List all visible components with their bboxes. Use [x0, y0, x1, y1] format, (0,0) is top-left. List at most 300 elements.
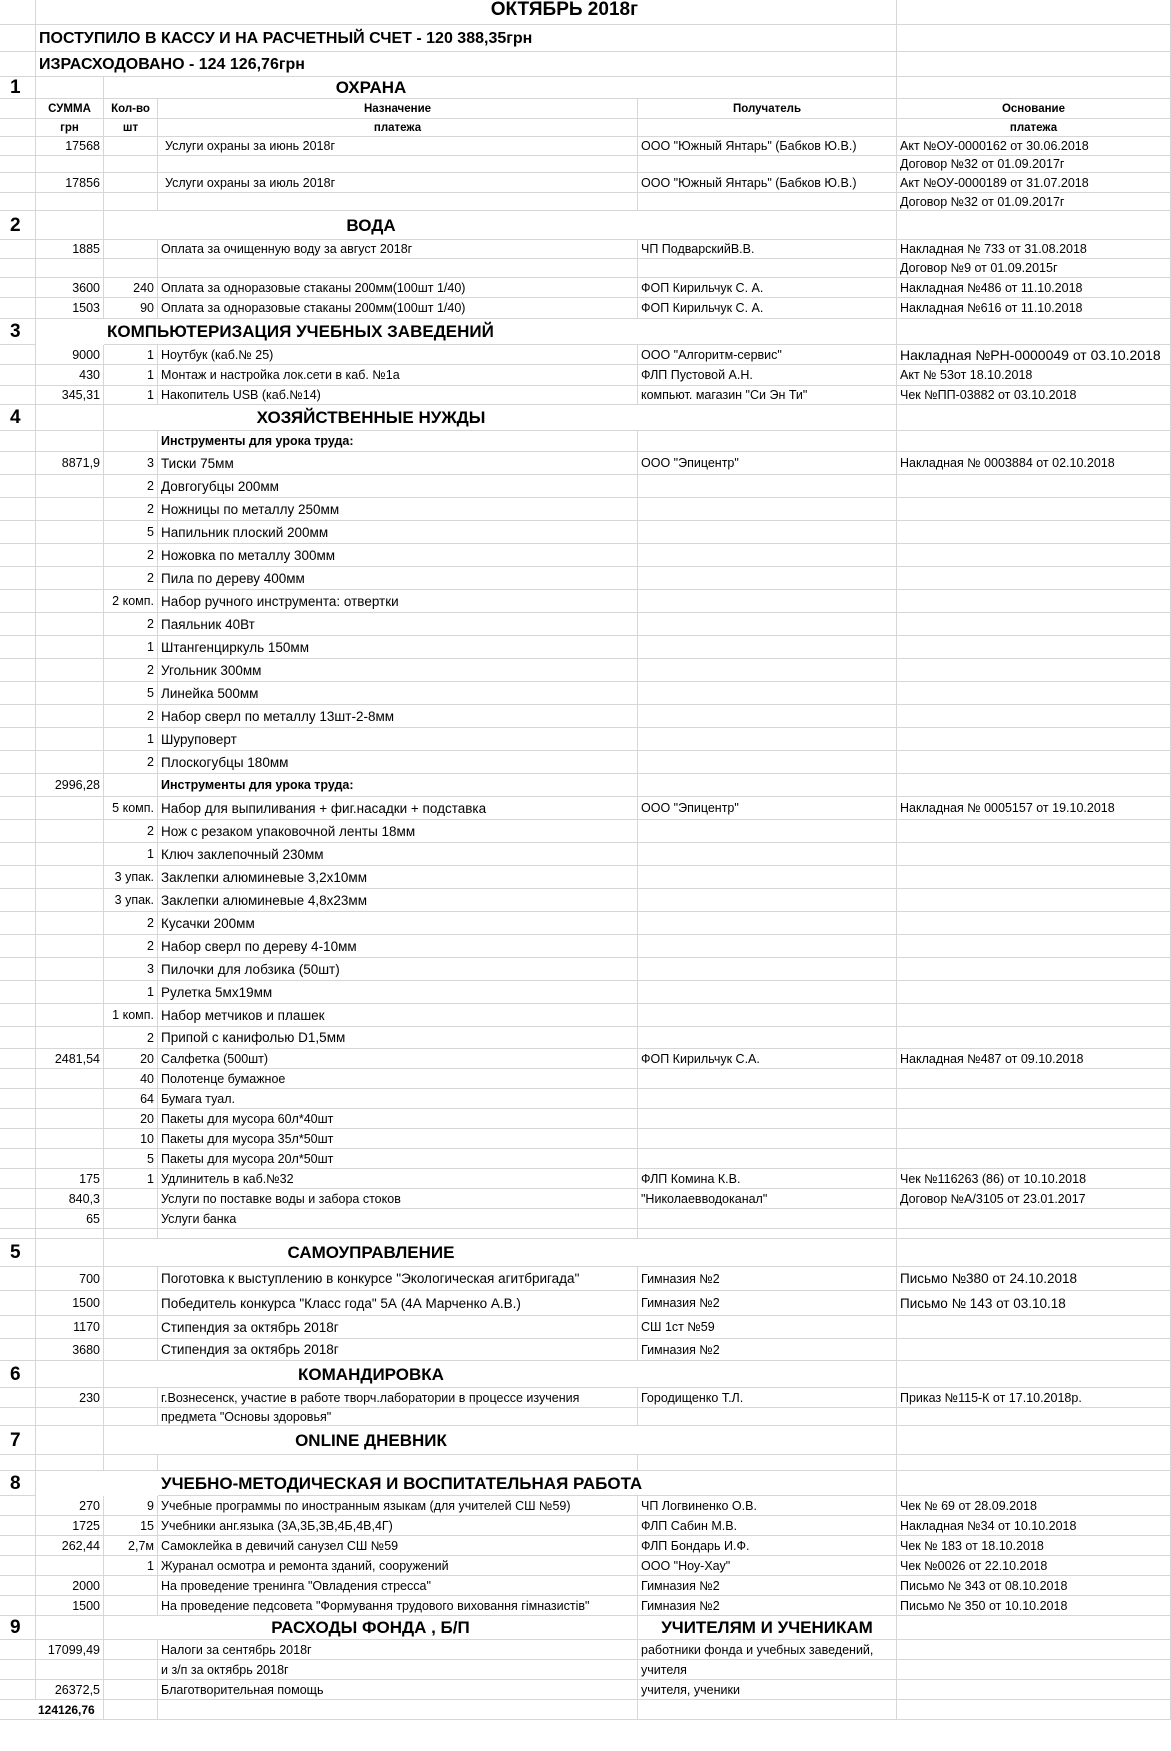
section-title: ONLINE ДНЕВНИК [104, 1426, 638, 1455]
purpose-cell: Накопитель USB (каб.№14) [158, 386, 638, 405]
sum-cell: 1725 [36, 1516, 104, 1536]
qty-cell: 9 [104, 1496, 158, 1516]
table-row [0, 1596, 1171, 1616]
qty-cell: 1 [104, 636, 158, 659]
empty-cell [0, 1536, 36, 1556]
empty-cell [0, 1496, 36, 1516]
table-row [0, 193, 1171, 211]
basis-cell [897, 475, 1171, 498]
purpose-cell: Услуги банка [158, 1209, 638, 1229]
empty-cell [0, 1129, 36, 1149]
qty-cell: 2 [104, 912, 158, 935]
basis-cell: Накладная №616 от 11.10.2018 [897, 298, 1171, 319]
recipient-cell [638, 1069, 897, 1089]
empty-cell [638, 211, 897, 240]
basis-cell: Письмо № 143 от 03.10.18 [897, 1291, 1171, 1316]
recipient-cell [638, 659, 897, 682]
empty-cell [0, 298, 36, 319]
table-row [0, 240, 1171, 259]
sum-cell: 65 [36, 1209, 104, 1229]
sum-cell [36, 613, 104, 636]
basis-cell: Накладная № 733 от 31.08.2018 [897, 240, 1171, 259]
basis-cell: Акт №ОУ-0000162 от 30.06.2018 [897, 137, 1171, 156]
sum-cell: 700 [36, 1267, 104, 1291]
empty-cell [638, 1700, 897, 1720]
purpose-cell: Паяльник 40Вт [158, 613, 638, 636]
sum-cell [36, 544, 104, 567]
table-row [0, 636, 1171, 659]
basis-cell: Чек №0026 от 22.10.2018 [897, 1556, 1171, 1576]
purpose-cell: Кусачки 200мм [158, 912, 638, 935]
purpose-cell: Пакеты для мусора 35л*50шт [158, 1129, 638, 1149]
sum-cell [36, 259, 104, 278]
table-row [0, 659, 1171, 682]
table-row [0, 1536, 1171, 1556]
sum-cell: 1885 [36, 240, 104, 259]
section-number: 7 [0, 1426, 36, 1455]
qty-cell: 1 [104, 728, 158, 751]
sum-header: СУММА [36, 99, 104, 119]
empty-cell [0, 1069, 36, 1089]
empty-cell [0, 1660, 36, 1680]
section-row [0, 1426, 1171, 1455]
basis-header: Основание [897, 99, 1171, 119]
basis-cell [897, 1640, 1171, 1660]
section-row [0, 1361, 1171, 1388]
recipient-cell [638, 521, 897, 544]
purpose-cell: На проведение тренинга "Овладения стресса" [158, 1576, 638, 1596]
empty-cell [0, 1109, 36, 1129]
qty-cell: 1 комп. [104, 1004, 158, 1027]
sum-cell [36, 475, 104, 498]
section-row [0, 405, 1171, 431]
empty-cell [0, 1089, 36, 1109]
empty-cell [638, 405, 897, 431]
table-row [0, 1408, 1171, 1426]
purpose-cell: Стипендия за октябрь 2018г [158, 1339, 638, 1361]
table-row [0, 1267, 1171, 1291]
empty-cell [0, 774, 36, 797]
sum-cell [36, 659, 104, 682]
section-number: 3 [0, 319, 36, 345]
qty-cell: 2 [104, 613, 158, 636]
empty-cell [158, 1455, 638, 1471]
empty-cell [897, 1426, 1171, 1455]
empty-cell [0, 728, 36, 751]
table-row [0, 613, 1171, 636]
empty-cell [36, 1239, 104, 1267]
qty-cell: 2 [104, 705, 158, 728]
qty-cell: 2 [104, 659, 158, 682]
purpose-cell: Заклепки алюминевые 3,2х10мм [158, 866, 638, 889]
empty-cell [0, 1680, 36, 1700]
basis-cell [897, 1027, 1171, 1049]
empty-cell [0, 1455, 36, 1471]
basis-cell [897, 728, 1171, 751]
qty-cell: 1 [104, 386, 158, 405]
qty-cell: 2 [104, 751, 158, 774]
table-row [0, 1189, 1171, 1209]
sum-cell [36, 981, 104, 1004]
qty-cell: 40 [104, 1069, 158, 1089]
empty-cell [0, 866, 36, 889]
qty-cell [104, 1388, 158, 1408]
purpose-cell: Оплата за очищенную воду за август 2018г [158, 240, 638, 259]
recipient-cell: ООО "Ноу-Хау" [638, 1556, 897, 1576]
table-row [0, 1169, 1171, 1189]
empty-cell [36, 211, 104, 240]
section-title: КОМПЬЮТЕРИЗАЦИЯ УЧЕБНЫХ ЗАВЕДЕНИЙ [104, 319, 638, 345]
basis-cell [897, 981, 1171, 1004]
basis-cell: Накладная №РН-0000049 от 03.10.2018 [897, 345, 1171, 365]
sum-cell: 1503 [36, 298, 104, 319]
qty-cell: 240 [104, 278, 158, 298]
purpose-cell: г.Вознесенск, участие в работе творч.лаборатории в процессе изучения [158, 1388, 638, 1408]
sum-cell [36, 521, 104, 544]
empty-cell [0, 843, 36, 866]
purpose-cell: Учебники анг.языка (3А,3Б,3В,4Б,4В,4Г) [158, 1516, 638, 1536]
sum-cell [36, 590, 104, 613]
table-row [0, 958, 1171, 981]
basis-cell: Письмо №380 от 24.10.2018 [897, 1267, 1171, 1291]
purpose-cell: Оплата за одноразовые стаканы 200мм(100шт 1/40) [158, 278, 638, 298]
section-title-2: УЧИТЕЛЯМ И УЧЕНИКАМ [638, 1616, 897, 1640]
purpose-cell: Напильник плоский 200мм [158, 521, 638, 544]
purpose-cell: Набор для выпиливания + фиг.насадки + подставка [158, 797, 638, 820]
empty-cell [0, 1640, 36, 1660]
purpose-cell: Благотворительная помощь [158, 1680, 638, 1700]
empty-cell [36, 1426, 104, 1455]
table-row [0, 386, 1171, 405]
empty-cell [0, 119, 36, 137]
basis-cell [897, 843, 1171, 866]
recipient-cell [638, 1149, 897, 1169]
sum-cell: 2000 [36, 1576, 104, 1596]
section-title: ОХРАНА [104, 77, 638, 99]
purpose-cell: Набор сверл по дереву 4-10мм [158, 935, 638, 958]
purpose-cell: Пилочки для лобзика (50шт) [158, 958, 638, 981]
basis-cell: Чек №116263 (86) от 10.10.2018 [897, 1169, 1171, 1189]
recipient-cell [638, 682, 897, 705]
recipient-cell: Городищенко Т.Л. [638, 1388, 897, 1408]
purpose-cell: Заклепки алюминевые 4,8х23мм [158, 889, 638, 912]
basis-cell [897, 682, 1171, 705]
basis-cell [897, 958, 1171, 981]
purpose-cell: Набор метчиков и плашек [158, 1004, 638, 1027]
purpose-cell: Ножовка по металлу 300мм [158, 544, 638, 567]
purpose-cell: Журанал осмотра и ремонта зданий, сооружений [158, 1556, 638, 1576]
table-row [0, 1129, 1171, 1149]
section-row [0, 1471, 1171, 1496]
table-row [0, 1209, 1171, 1229]
section-title: САМОУПРАВЛЕНИЕ [104, 1239, 638, 1267]
table-row [0, 298, 1171, 319]
qty-cell: 1 [104, 365, 158, 386]
empty-cell [0, 99, 36, 119]
sum-cell [36, 1149, 104, 1169]
empty-cell [0, 1556, 36, 1576]
section-number: 8 [0, 1471, 36, 1496]
purpose-cell [158, 259, 638, 278]
sum-cell: 230 [36, 1388, 104, 1408]
sum-cell: 17099,49 [36, 1640, 104, 1660]
sum-cell [36, 1004, 104, 1027]
empty-cell [36, 1455, 104, 1471]
purpose-cell: Ноутбук (каб.№ 25) [158, 345, 638, 365]
title-row [0, 0, 1171, 25]
sum-cell: 1170 [36, 1316, 104, 1339]
qty-cell [104, 1316, 158, 1339]
section-row [0, 1239, 1171, 1267]
empty-cell [0, 1209, 36, 1229]
recipient-cell [638, 958, 897, 981]
empty-cell [0, 365, 36, 386]
purpose-cell: Ключ заклепочный 230мм [158, 843, 638, 866]
basis-cell: Акт №ОУ-0000189 от 31.07.2018 [897, 173, 1171, 193]
recipient-cell [638, 1129, 897, 1149]
recipient-cell: ЧП Логвиненко О.В. [638, 1496, 897, 1516]
empty-cell [0, 889, 36, 912]
empty-cell [104, 1229, 158, 1239]
purpose-cell: Инструменты для урока труда: [158, 774, 638, 797]
basis-cell [897, 1149, 1171, 1169]
recipient-cell [638, 935, 897, 958]
grand-total: 124126,76 [20, 1700, 104, 1720]
qty-cell [104, 1267, 158, 1291]
empty-cell [0, 431, 36, 452]
empty-cell [0, 751, 36, 774]
recipient-cell: учителя, ученики [638, 1680, 897, 1700]
recipient-cell [638, 613, 897, 636]
qty-cell: 5 [104, 682, 158, 705]
empty-cell [0, 1576, 36, 1596]
recipient-cell: ФОП Кирильчук С. А. [638, 278, 897, 298]
purpose-cell: Налоги за сентябрь 2018г [158, 1640, 638, 1660]
section-number: 5 [0, 1239, 36, 1267]
qty-cell: 1 [104, 1169, 158, 1189]
empty-cell [638, 1239, 897, 1267]
basis-cell [897, 866, 1171, 889]
sum-cell [36, 498, 104, 521]
recipient-cell [638, 590, 897, 613]
recipient-cell [638, 705, 897, 728]
purpose-cell: Самоклейка в девичий санузел СШ №59 [158, 1536, 638, 1556]
section-title: УЧЕБНО-МЕТОДИЧЕСКАЯ И ВОСПИТАТЕЛЬНАЯ РАБОТА [158, 1471, 638, 1496]
qty-cell: 20 [104, 1049, 158, 1069]
table-row [0, 567, 1171, 590]
empty-cell [0, 682, 36, 705]
sum-cell: 1500 [36, 1291, 104, 1316]
qty-cell: 3 упак. [104, 889, 158, 912]
basis-cell: Договор №32 от 01.09.2017г [897, 193, 1171, 211]
table-row [0, 156, 1171, 173]
sum-cell: 175 [36, 1169, 104, 1189]
purpose-cell: Салфетка (500шт) [158, 1049, 638, 1069]
section-number: 2 [0, 211, 36, 240]
basis-cell: Накладная №34 от 10.10.2018 [897, 1516, 1171, 1536]
empty-cell [0, 659, 36, 682]
purpose-cell: Угольник 300мм [158, 659, 638, 682]
purpose-header: Назначение [158, 99, 638, 119]
table-row [0, 682, 1171, 705]
empty-cell [0, 1049, 36, 1069]
qty-cell: 2 [104, 498, 158, 521]
sum-cell: 17856 [36, 173, 104, 193]
purpose-cell: Услуги по поставке воды и забора стоков [158, 1189, 638, 1209]
table-row [0, 475, 1171, 498]
purpose-cell: Монтаж и настройка лок.сети в каб. №1а [158, 365, 638, 386]
empty-cell [897, 1361, 1171, 1388]
table-row [0, 345, 1171, 365]
table-row [0, 912, 1171, 935]
recipient-cell: ООО "Южный Янтарь" (Бабков Ю.В.) [638, 137, 897, 156]
qty-cell: 20 [104, 1109, 158, 1129]
purpose-cell: и з/п за октябрь 2018г [158, 1660, 638, 1680]
table-row [0, 173, 1171, 193]
table-row [0, 1049, 1171, 1069]
empty-cell [638, 77, 897, 99]
basis-cell: Договор №32 от 01.09.2017г [897, 156, 1171, 173]
income-summary: ПОСТУПИЛО В КАССУ И НА РАСЧЕТНЫЙ СЧЕТ - 120 388,35грн [36, 25, 638, 52]
empty-cell [0, 1316, 36, 1339]
empty-cell [897, 1616, 1171, 1640]
table-row [0, 1680, 1171, 1700]
empty-cell [897, 1455, 1171, 1471]
qty-cell: 5 комп. [104, 797, 158, 820]
table-row [0, 774, 1171, 797]
table-row [0, 797, 1171, 820]
empty-cell [0, 1408, 36, 1426]
empty-cell [0, 567, 36, 590]
recipient-cell: Гимназия №2 [638, 1576, 897, 1596]
purpose-cell: Тиски 75мм [158, 452, 638, 475]
empty-cell [0, 981, 36, 1004]
recipient-cell: СШ 1ст №59 [638, 1316, 897, 1339]
qty-cell: 64 [104, 1089, 158, 1109]
basis-cell [897, 1209, 1171, 1229]
purpose-cell: Инструменты для урока труда: [158, 431, 638, 452]
purpose-cell: Полотенце бумажное [158, 1069, 638, 1089]
empty-cell [104, 1700, 158, 1720]
empty-cell [0, 613, 36, 636]
sum-cell [36, 636, 104, 659]
recipient-cell [638, 156, 897, 173]
page-title: ОКТЯБРЬ 2018г [36, 0, 638, 25]
basis-cell: Чек № 183 от 18.10.2018 [897, 1536, 1171, 1556]
sum-cell [36, 958, 104, 981]
qty-cell [104, 1209, 158, 1229]
sum-cell: 3600 [36, 278, 104, 298]
recipient-cell [638, 1109, 897, 1129]
spent-summary: ИЗРАСХОДОВАНО - 124 126,76грн [36, 52, 638, 77]
purpose-cell: Припой с канифолью D1,5мм [158, 1027, 638, 1049]
empty-cell [0, 958, 36, 981]
table-row [0, 1027, 1171, 1049]
empty-cell [36, 405, 104, 431]
qty-cell: 1 [104, 981, 158, 1004]
section-number: 1 [0, 77, 36, 99]
qty-cell: 2 комп. [104, 590, 158, 613]
sum-cell [36, 797, 104, 820]
purpose-cell: Поготовка к выступлению в конкурсе "Экологическая агитбригада" [158, 1267, 638, 1291]
sum-cell [36, 935, 104, 958]
recipient-cell [638, 866, 897, 889]
sum-cell: 17568 [36, 137, 104, 156]
empty-cell [638, 119, 897, 137]
recipient-cell [638, 1027, 897, 1049]
purpose-cell: Набор сверл по металлу 13шт-2-8мм [158, 705, 638, 728]
empty-cell [897, 77, 1171, 99]
basis-cell [897, 774, 1171, 797]
qty-cell: 1 [104, 345, 158, 365]
empty-cell [0, 820, 36, 843]
qty-cell: 1 [104, 1556, 158, 1576]
empty-cell [0, 452, 36, 475]
sum-cell [36, 1109, 104, 1129]
qty-cell: 2 [104, 1027, 158, 1049]
purpose-cell: Пакеты для мусора 20л*50шт [158, 1149, 638, 1169]
recipient-cell: ФЛП Сабин М.В. [638, 1516, 897, 1536]
sum-cell [36, 1129, 104, 1149]
basis-cell [897, 636, 1171, 659]
empty-cell [0, 278, 36, 298]
purpose-cell: Довгогубцы 200мм [158, 475, 638, 498]
empty-cell [0, 475, 36, 498]
purpose-cell: Победитель конкурса "Класс года" 5А (4А Марченко А.В.) [158, 1291, 638, 1316]
table-row [0, 1516, 1171, 1536]
qty-cell [104, 431, 158, 452]
empty-cell [0, 193, 36, 211]
empty-cell [0, 1388, 36, 1408]
basis-cell: Накладная №487 от 09.10.2018 [897, 1049, 1171, 1069]
recipient-cell [638, 981, 897, 1004]
empty-cell [0, 1169, 36, 1189]
recipient-cell [638, 820, 897, 843]
basis-cell: Накладная № 0005157 от 19.10.2018 [897, 797, 1171, 820]
sum-cell [36, 567, 104, 590]
recipient-cell: Гимназия №2 [638, 1596, 897, 1616]
empty-cell [0, 240, 36, 259]
purpose-cell: Ножницы по металлу 250мм [158, 498, 638, 521]
basis-cell [897, 705, 1171, 728]
qty-cell: 5 [104, 1149, 158, 1169]
qty-cell: 2 [104, 935, 158, 958]
table-row [0, 431, 1171, 452]
qty-cell: 3 упак. [104, 866, 158, 889]
qty-cell: 15 [104, 1516, 158, 1536]
recipient-cell: "Николаевводоканал" [638, 1189, 897, 1209]
empty-cell [897, 319, 1171, 345]
qty-cell [104, 1660, 158, 1680]
empty-cell [0, 705, 36, 728]
basis-cell [897, 820, 1171, 843]
spent-row [0, 52, 1171, 77]
table-row [0, 1291, 1171, 1316]
empty-cell [0, 137, 36, 156]
sum-cell [36, 1408, 104, 1426]
purpose-cell: Услуги охраны за июнь 2018г [158, 137, 638, 156]
empty-cell [0, 259, 36, 278]
recipient-cell: учителя [638, 1660, 897, 1680]
empty-cell [0, 912, 36, 935]
empty-cell [0, 544, 36, 567]
recipient-cell [638, 498, 897, 521]
table-row [0, 843, 1171, 866]
section-number: 4 [0, 405, 36, 431]
basis-cell [897, 544, 1171, 567]
purpose-cell: Линейка 500мм [158, 682, 638, 705]
sum-cell [36, 193, 104, 211]
